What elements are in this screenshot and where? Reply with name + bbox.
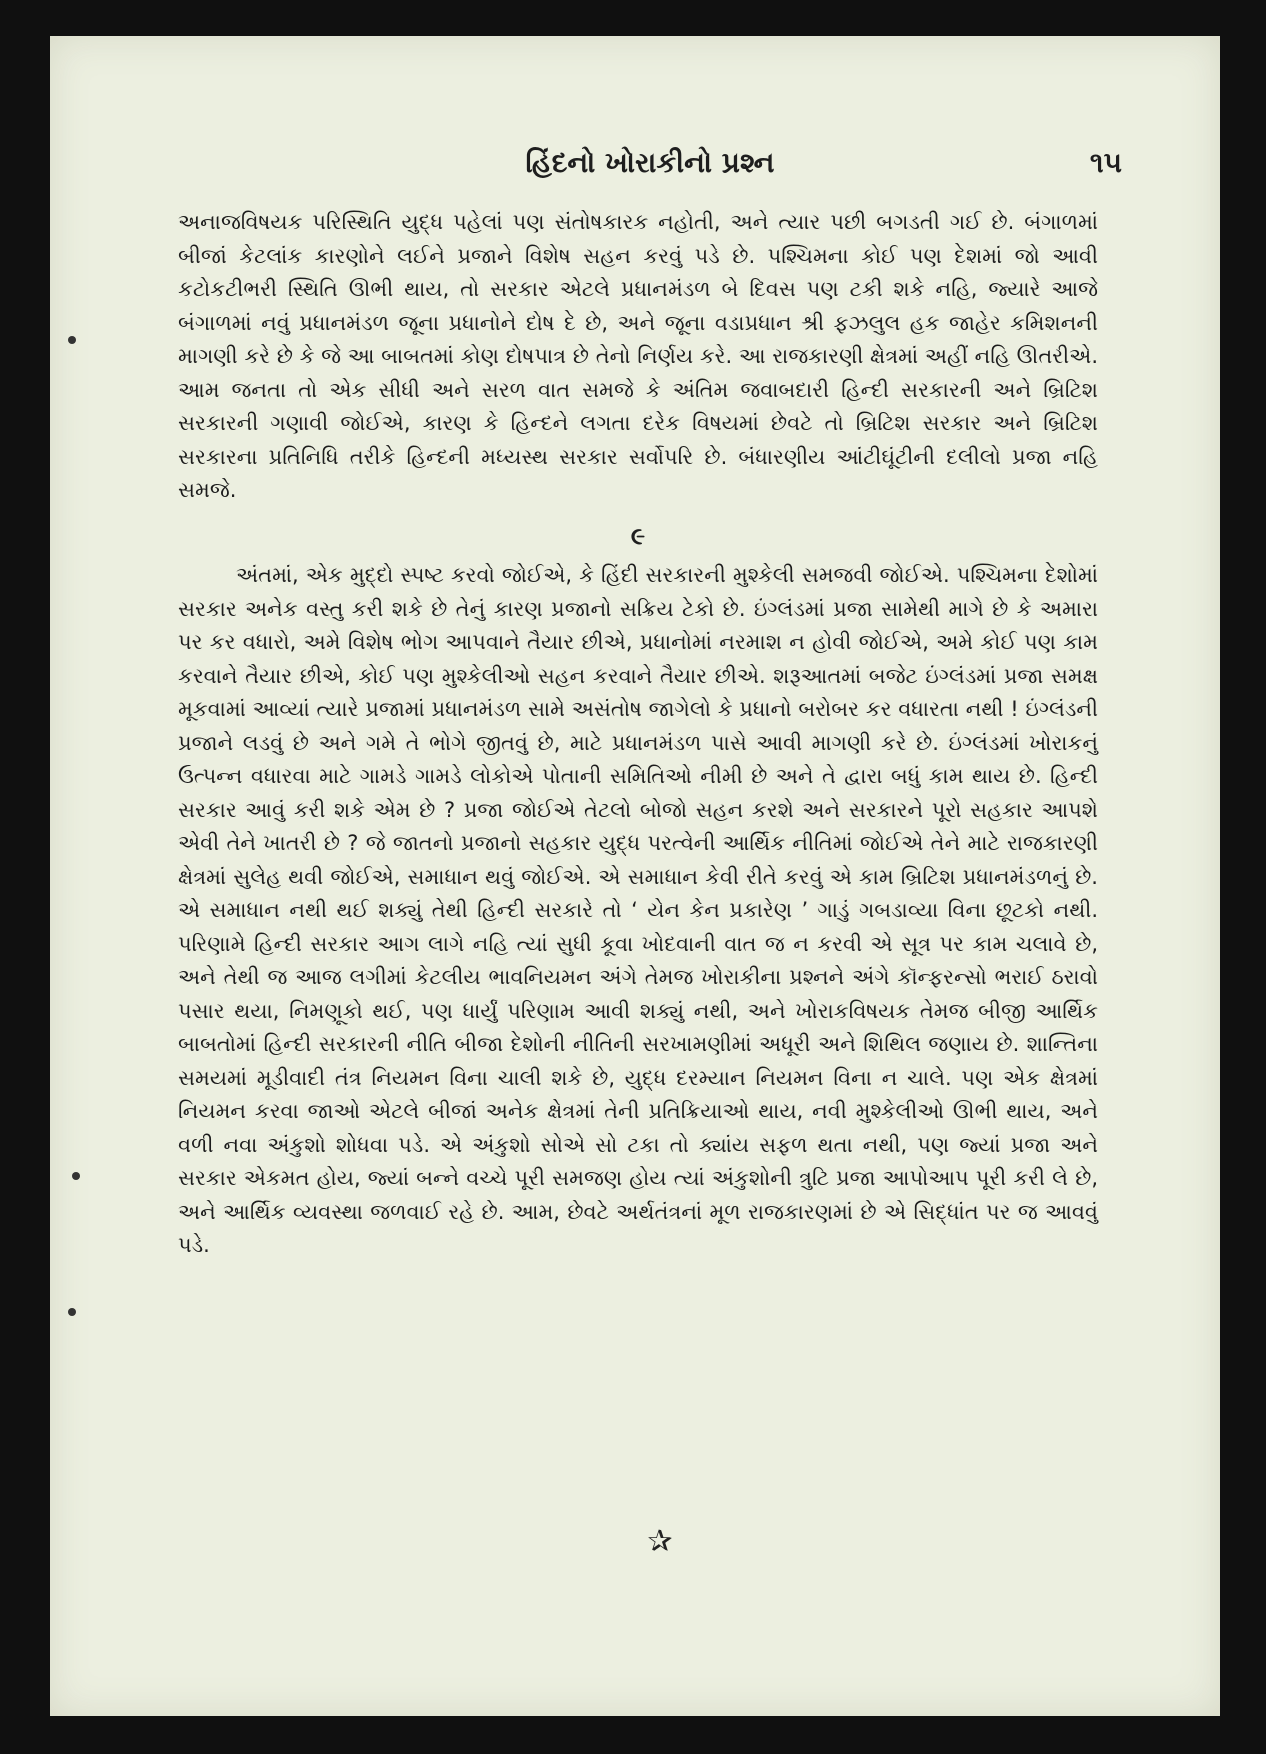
binding-hole-mark — [68, 1308, 76, 1316]
section-number: ૯ — [630, 521, 646, 550]
paragraph: અંતમાં, એક મુદ્દો સ્પષ્ટ કરવો જોઈએ, કે હિંદી સરકારની મુશ્કેલી સમજવી જોઈએ. પશ્ચિમના દેશોમાં સરકાર અનેક વસ્તુ કરી શકે છે તેનું કારણ પ્રજાનો સક્રિય ટેકો છે. ઇંગ્લંડમાં પ્રજા સામેથી માગે છે કે અમારા પર કર વધારો, અમે વિશેષ ભોગ આપવાને તૈયાર છીએ, પ્રધાનોમાં નરમાશ ન હોવી જોઈએ, અમે કોઈ પણ કામ કરવાને તૈયાર છીએ, કોઈ પણ મુશ્કેલીઓ સહન કરવાને તૈયાર છીએ. શરૂઆતમાં બજેટ ઇંગ્લંડમાં પ્રજા સમક્ષ મૂકવામાં આવ્યાં ત્યારે પ્રજામાં પ્રધાનમંડળ સામે અસંતોષ જાગેલો કે પ્રધાનો બરોબર કર વધારતા નથી ! ઇંગ્લંડની પ્રજાને લડવું છે અને ગમે તે ભોગે જીતવું છે, માટે પ્રધાનમંડળ પાસે આવી માગણી કરે છે. ઇંગ્લંડમાં ખોરાકનું ઉત્પન્ન વધારવા માટે ગામડે ગામડે લોકોએ પોતાની સમિતિઓ નીમી છે અને તે દ્વારા બધું કામ થાય છે. હિન્દી સરકાર આવું કરી શકે એમ છે ? પ્રજા જોઈએ તેટલો બોજો સહન કરશે અને સરકારને પૂરો સહકાર આપશે એવી તેને ખાતરી છે ? જે જાતનો પ્રજાનો સહકાર યુદ્ધ પરત્વેની આર્થિક નીતિમાં જોઈએ તેને માટે રાજકારણી ક્ષેત્રમાં સુલેહ થવી જોઈએ, સમાધાન થવું જોઈએ. એ સમાધાન કેવી રીતે કરવું એ કામ બ્રિટિશ પ્રધાનમંડળનું છે. એ સમાધાન નથી થઈ શક્યું તેથી હિન્દી સરકારે તો ‘ યેન કેન પ્રકારેણ ’ ગાડું ગબડાવ્યા વિના છૂટકો નથી. પરિણામે હિન્દી સરકાર આગ લાગે નહિ ત્યાં સુધી કૂવા ખોદવાની વાત જ ન કરવી એ સૂત્ર પર કામ ચલાવે છે, અને તેથી જ આજ લગીમાં કેટલીય ભાવનિયમન અંગે તેમજ ખોરાકીના પ્રશ્નને અંગે કૉન્ફરન્સો ભરાઈ ઠરાવો પસાર થયા, નિમણૂકો થઈ, પણ ધાર્યું પરિણામ આવી શક્યું નથી, અને ખોરાકવિષયક તેમજ બીજી આર્થિક બાબતોમાં હિન્દી સરકારની નીતિ બીજા દેશોની નીતિની સરખામણીમાં અધૂરી અને શિથિલ જણાય છે. શાન્તિના સમયમાં મૂડીવાદી તંત્ર નિયમન વિના ચાલી શકે છે, યુદ્ધ દરમ્યાન નિયમન વિના ન ચાલે. પણ એક ક્ષેત્રમાં નિયમન કરવા જાઓ એટલે બીજાં અનેક ક્ષેત્રમાં તેની પ્રતિક્રિયાઓ થાય, નવી મુશ્કેલીઓ ઊભી થાય, અને વળી નવા અંકુશો શોધવા પડે. એ અંકુશો સોએ સો ટકા તો ક્યાંય સફળ થતા નથી, પણ જ્યાં પ્રજા અને સરકાર એકમત હોય, જ્યાં બન્ને વચ્ચે પૂરી સમજણ હોય ત્યાં અંકુશોની ત્રુટિ પ્રજા આપોઆપ પૂરી કરી લે છે, અને આર્થિક વ્યવસ્થા જળવાઈ રહે છે. આમ, છેવટે અર્થતંત્રનાં મૂળ રાજકારણમાં છે એ સિદ્ધાંત પર જ આવવું પડે. — [178, 563, 1098, 1257]
page-header — [50, 146, 1220, 196]
binding-hole-mark — [68, 336, 76, 344]
paragraph: અનાજવિષયક પરિસ્થિતિ યુદ્ધ પહેલાં પણ સંતોષકારક નહોતી, અને ત્યાર પછી બગડતી ગઈ છે. બંગાળમાં બીજાં કેટલાંક કારણોને લઈને પ્રજાને વિશેષ સહન કરવું પડે છે. પશ્ચિમના કોઈ પણ દેશમાં જો આવી કટોકટીભરી સ્થિતિ ઊભી થાય, તો સરકાર એટલે પ્રધાનમંડળ બે દિવસ પણ ટકી શકે નહિ, જ્યારે આજે બંગાળમાં નવું પ્રધાનમંડળ જૂના પ્રધાનોને દોષ દે છે, અને જૂના વડાપ્રધાન શ્રી ફઝલુલ હક જાહેર કમિશનની માગણી કરે છે કે જે આ બાબતમાં કોણ દોષપાત્ર છે તેનો નિર્ણય કરે. આ રાજકારણી ક્ષેત્રમાં અહીં નહિ ઊતરીએ. આમ જનતા તો એક સીધી અને સરળ વાત સમજે કે અંતિમ જવાબદારી હિન્દી સરકારની અને બ્રિટિશ સરકારની ગણાવી જોઈએ, કારણ કે હિન્દને લગતા દરેક વિષયમાં છેવટે તો બ્રિટિશ સરકાર અને બ્રિટિશ સરકારના પ્રતિનિધિ તરીકે હિન્દની મધ્યસ્થ સરકાર સર્વોપરિ છે. બંધારણીય આંટીઘૂંટીની દલીલો પ્રજા નહિ સમજે. — [178, 210, 1098, 502]
binding-hole-mark — [72, 1172, 80, 1180]
star-ornament-icon: ✰ — [647, 1524, 673, 1559]
page-number: ૧૫ — [1089, 146, 1122, 179]
running-title: હિંદનો ખોરાકીનો પ્રશ્ન — [525, 146, 775, 179]
book-page — [50, 36, 1220, 1716]
body-text — [178, 206, 1098, 1263]
